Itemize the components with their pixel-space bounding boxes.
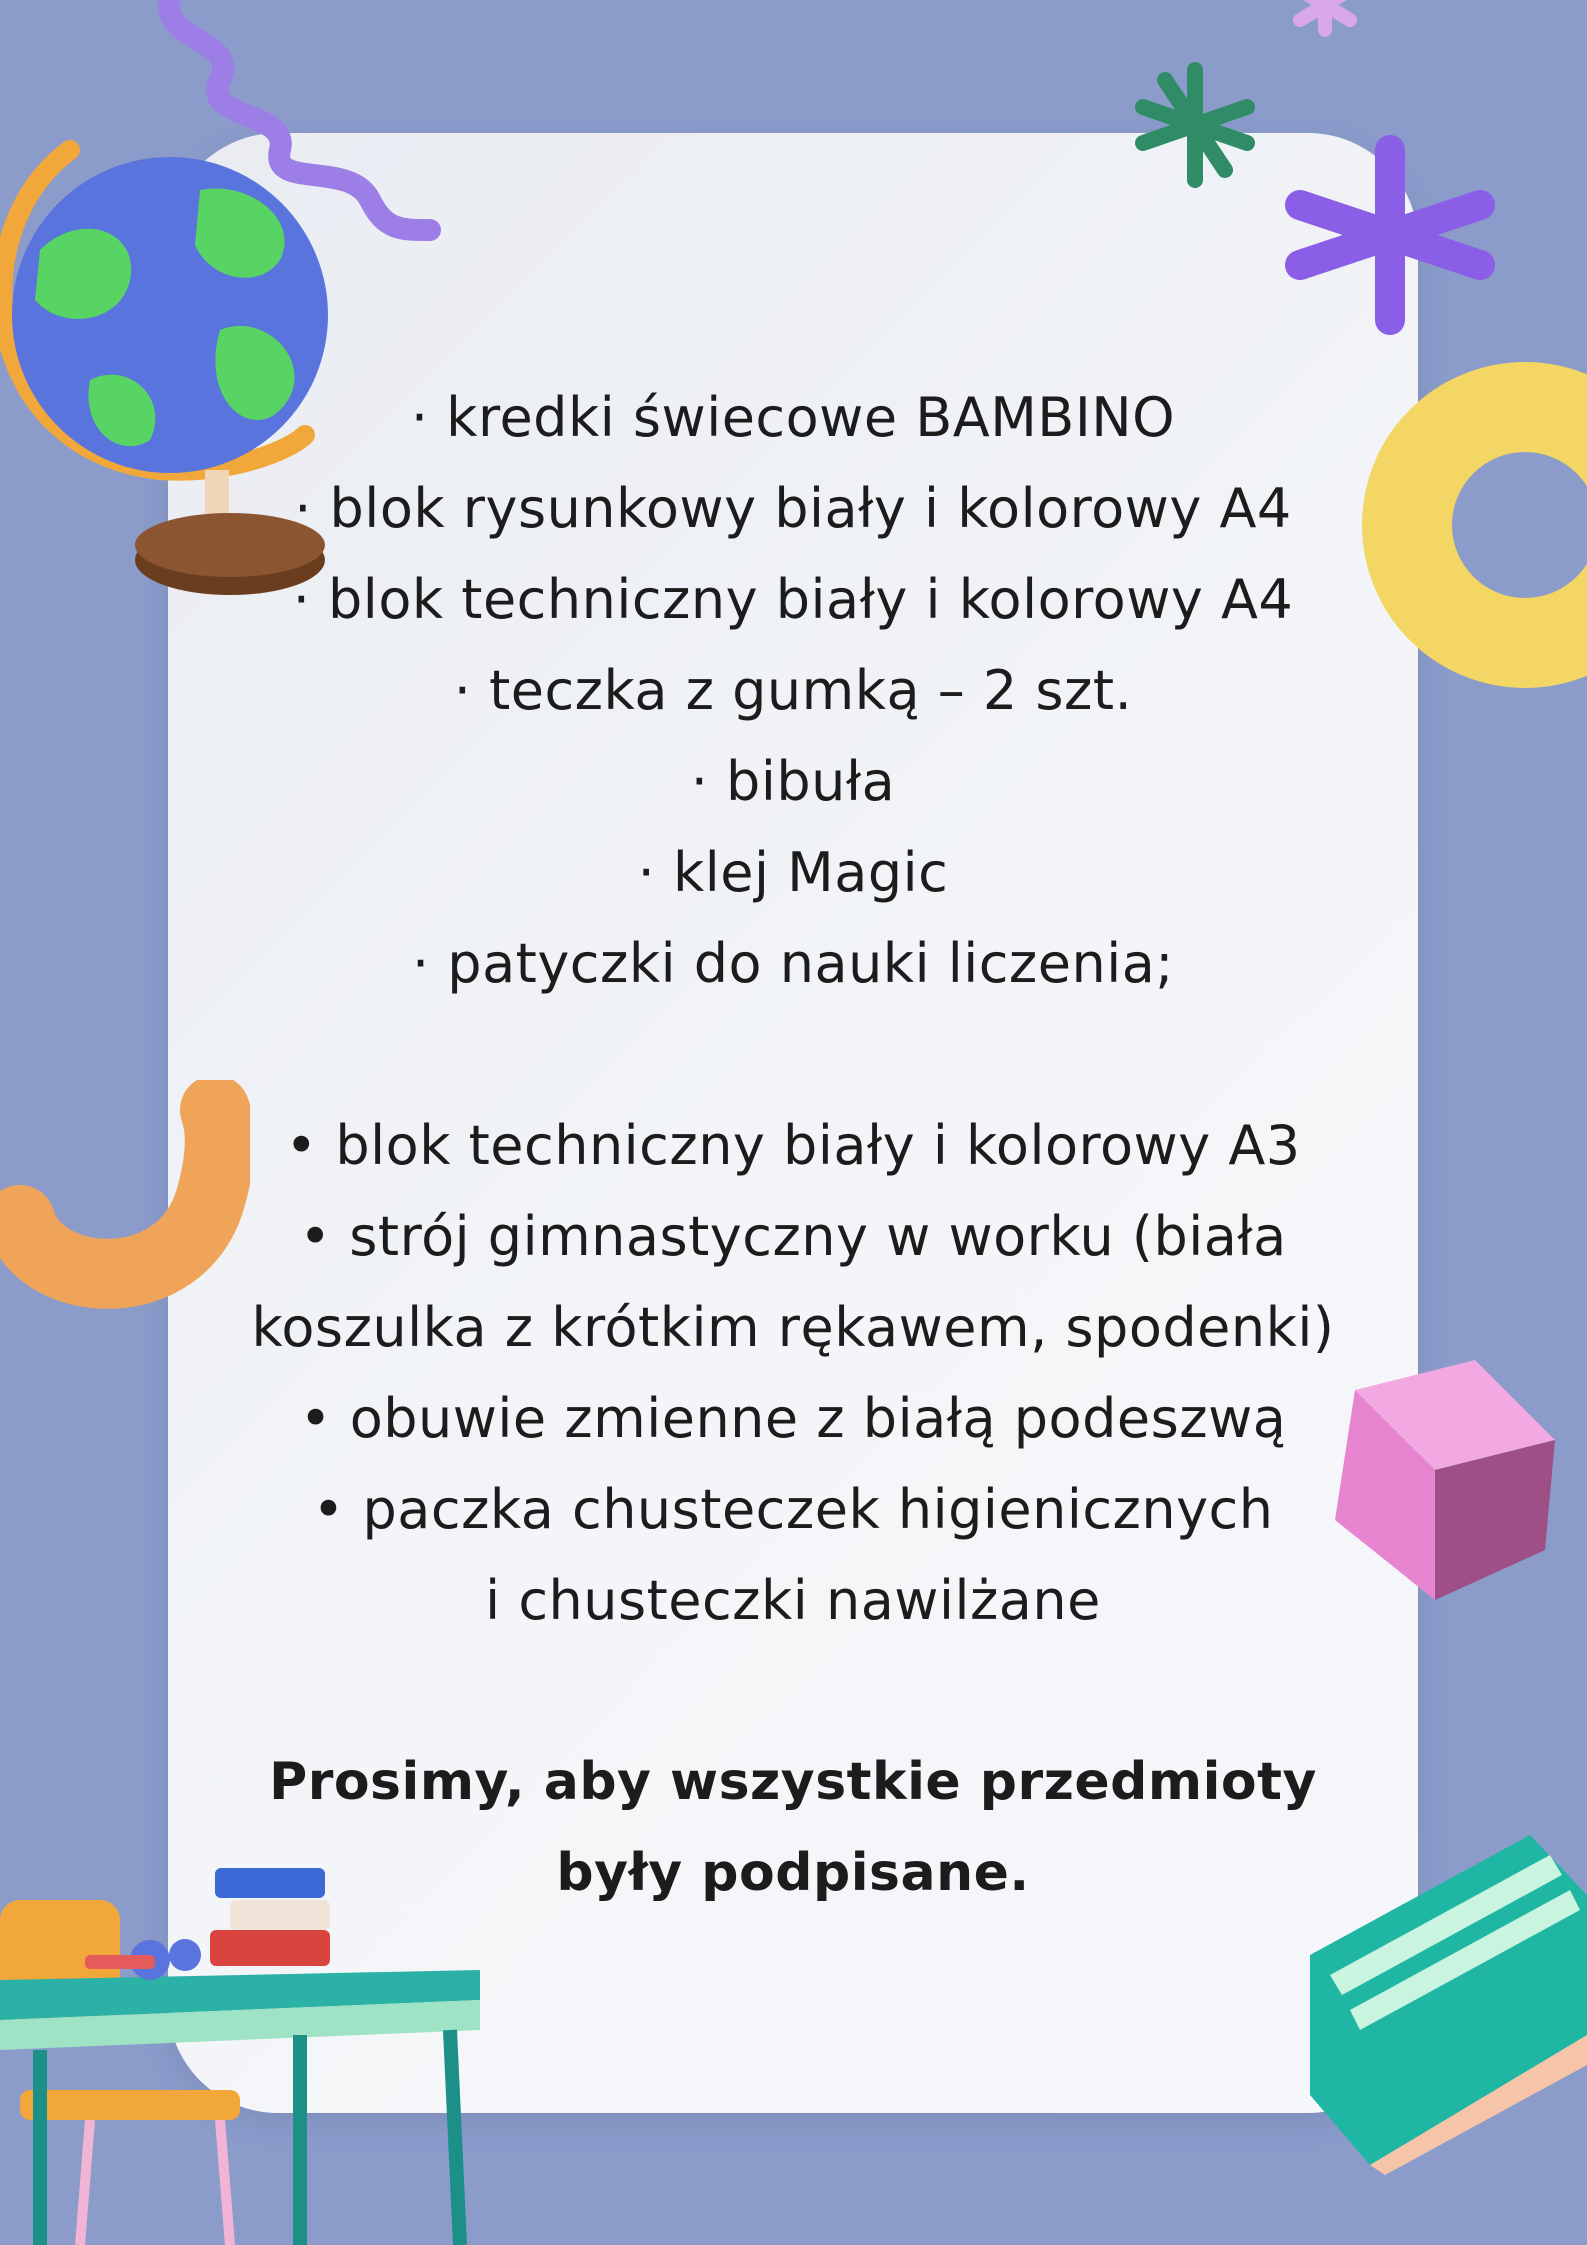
list-one-item: · blok techniczny biały i kolorowy A4 [292, 568, 1294, 631]
list-two-item: • blok techniczny biały i kolorowy A3 [285, 1114, 1301, 1177]
spacer [168, 1646, 1418, 1737]
green-star-decoration [1125, 60, 1265, 190]
list-one-item: · klej Magic [637, 841, 949, 904]
list-two-item: koszulka z krótkim rękawem, spodenki) [251, 1296, 1335, 1359]
purple-star-decoration [1275, 130, 1505, 340]
list-one-item: · bibuła [690, 750, 896, 813]
list-one-item: · patyczki do nauki liczenia; [411, 932, 1175, 995]
note-line: Prosimy, aby wszystkie przedmioty [269, 1752, 1317, 1812]
list-two-item: i chusteczki nawilżane [485, 1569, 1101, 1632]
content-text [168, 372, 1418, 1919]
spacer [168, 1009, 1418, 1100]
list-one-item: · kredki świecowe BAMBINO [410, 386, 1176, 449]
list-two-item: • obuwie zmienne z białą podeszwą [299, 1387, 1287, 1450]
list-two-item: • strój gimnastyczny w worku (biała [299, 1205, 1287, 1268]
list-one-item: · teczka z gumką – 2 szt. [453, 659, 1133, 722]
flower-decoration [1270, 0, 1380, 50]
list-one-item: · blok rysunkowy biały i kolorowy A4 [294, 477, 1292, 540]
note-line: były podpisane. [556, 1843, 1030, 1903]
list-two-item: • paczka chusteczek higienicznych [312, 1478, 1274, 1541]
